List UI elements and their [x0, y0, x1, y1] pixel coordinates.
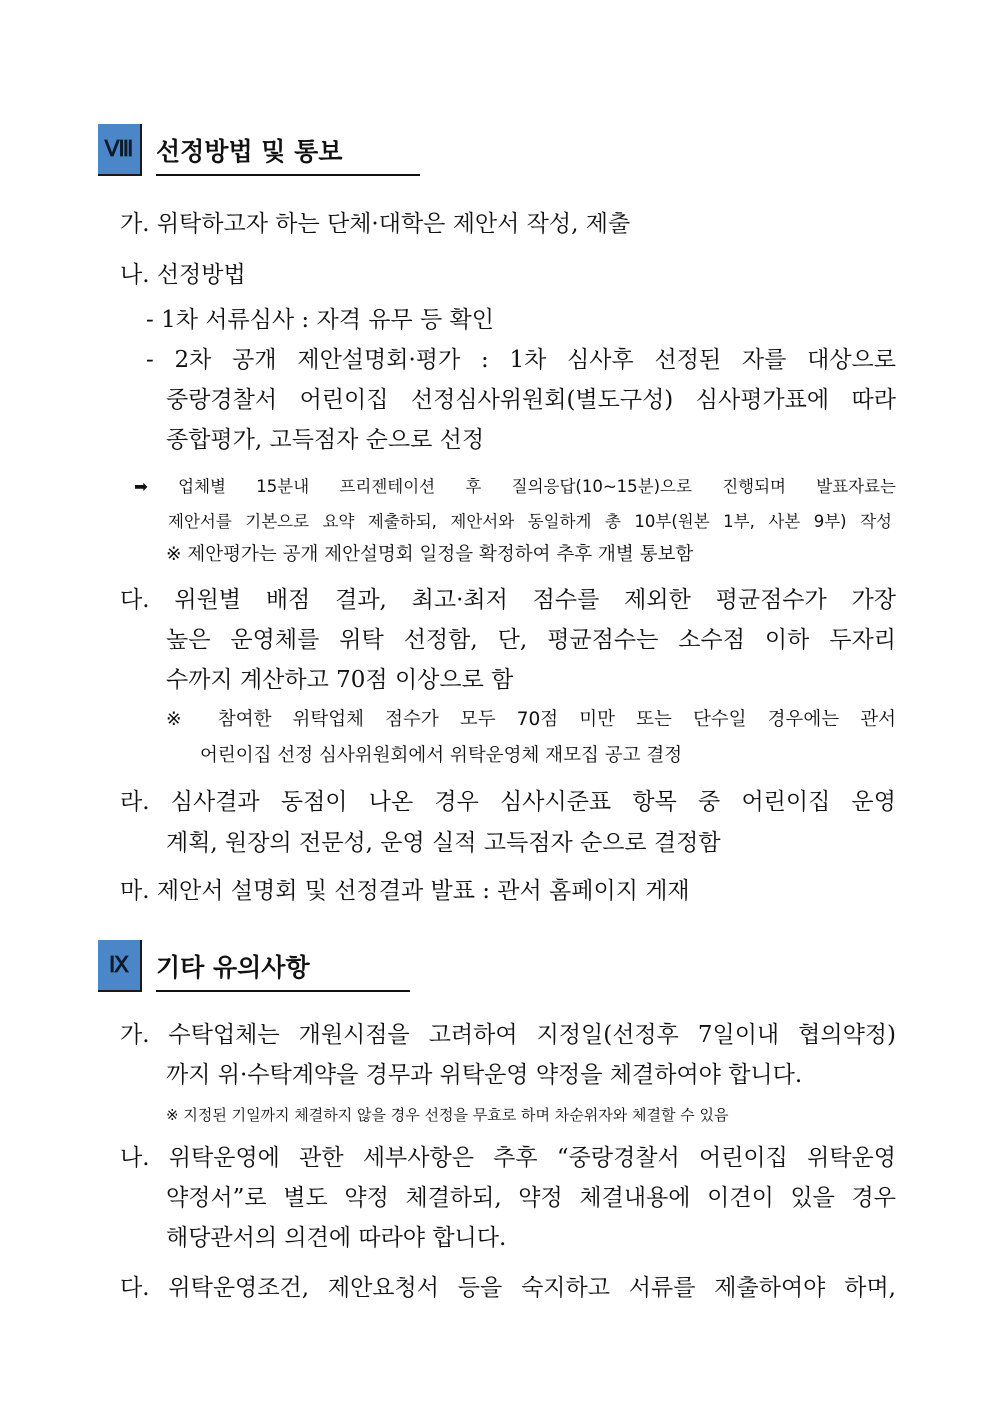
section-9-item-na-cont: 약정서”로 별도 약정 체결하되, 약정 체결내용에 이견이 있을 경우	[166, 1185, 896, 1211]
section-8-arrow-note-cont: 제안서를 기본으로 요약 제출하되, 제안서와 동일하게 총 10부(원본 1부, 사본 9부) 작성	[168, 512, 892, 531]
section-9-remark: ※ 지정된 기일까지 체결하지 않을 경우 선정을 무효로 하며 차순위자와 체결할 수 있음	[166, 1106, 729, 1124]
section-8-item-da-cont: 높은 운영체를 위탁 선정함, 단, 평균점수는 소수점 이하 두자리	[166, 627, 896, 653]
section-8-item-ra: 라. 심사결과 동점이 나온 경우 심사시준표 항목 중 어린이집 운영	[120, 789, 896, 815]
section-8-item-da: 다. 위원별 배점 결과, 최고·최저 점수를 제외한 평균점수가 가장	[120, 587, 896, 613]
section-9-item-na-cont2: 해당관서의 의견에 따라야 합니다.	[166, 1225, 507, 1251]
section-9-header	[98, 940, 412, 992]
section-8-remark-2-cont: 어린이집 선정 심사위원회에서 위탁운영체 재모집 공고 결정	[200, 745, 683, 766]
section-8-remark-1: ※ 제안평가는 공개 제안설명회 일정을 확정하여 추후 개별 통보함	[166, 544, 694, 565]
section-8-underline	[156, 174, 420, 176]
section-8-sub-item-2-cont: 중랑경찰서 어린이집 선정심사위원회(별도구성) 심사평가표에 따라	[166, 387, 896, 413]
section-8-item-ma: 마. 제안서 설명회 및 선정결과 발표 : 관서 홈페이지 게재	[120, 878, 690, 904]
section-8-arrow-note: ➡ 업체별 15분내 프리젠테이션 후 질의응답(10~15분)으로 진행되며 발표자료는	[134, 477, 896, 496]
section-8-sub-item-1: - 1차 서류심사 : 자격 유무 등 확인	[146, 307, 494, 333]
section-8-header	[98, 124, 422, 176]
section-9-item-da: 다. 위탁운영조건, 제안요청서 등을 숙지하고 서류를 제출하여야 하며,	[120, 1275, 896, 1301]
section-9-title: 기타 유의사항	[156, 953, 310, 982]
section-8-sub-item-2-cont2: 종합평가, 고득점자 순으로 선정	[166, 427, 485, 453]
section-9-item-ga-cont: 까지 위·수탁계약을 경무과 위탁운영 약정을 체결하여야 합니다.	[166, 1062, 803, 1088]
section-8-title: 선정방법 및 통보	[156, 137, 343, 166]
section-8-item-ra-cont: 계획, 원장의 전문성, 운영 실적 고득점자 순으로 결정함	[166, 830, 721, 856]
section-8-numeral-badge: Ⅷ	[98, 124, 142, 176]
section-8-remark-2: ※ 참여한 위탁업체 점수가 모두 70점 미만 또는 단수일 경우에는 관서	[166, 709, 896, 730]
section-9-underline	[156, 990, 410, 992]
section-8-sub-item-2: - 2차 공개 제안설명회·평가 : 1차 심사후 선정된 자를 대상으로	[146, 347, 896, 373]
section-9-numeral-badge: Ⅸ	[98, 940, 142, 992]
section-9-item-na: 나. 위탁운영에 관한 세부사항은 추후 “중랑경찰서 어린이집 위탁운영	[120, 1145, 896, 1171]
section-9-item-ga: 가. 수탁업체는 개원시점을 고려하여 지정일(선정후 7일이내 협의약정)	[120, 1022, 896, 1048]
section-8-item-da-cont2: 수까지 계산하고 70점 이상으로 함	[166, 667, 514, 693]
section-8-item-na: 나. 선정방법	[120, 262, 246, 288]
section-8-item-ga: 가. 위탁하고자 하는 단체·대학은 제안서 작성, 제출	[120, 211, 631, 237]
